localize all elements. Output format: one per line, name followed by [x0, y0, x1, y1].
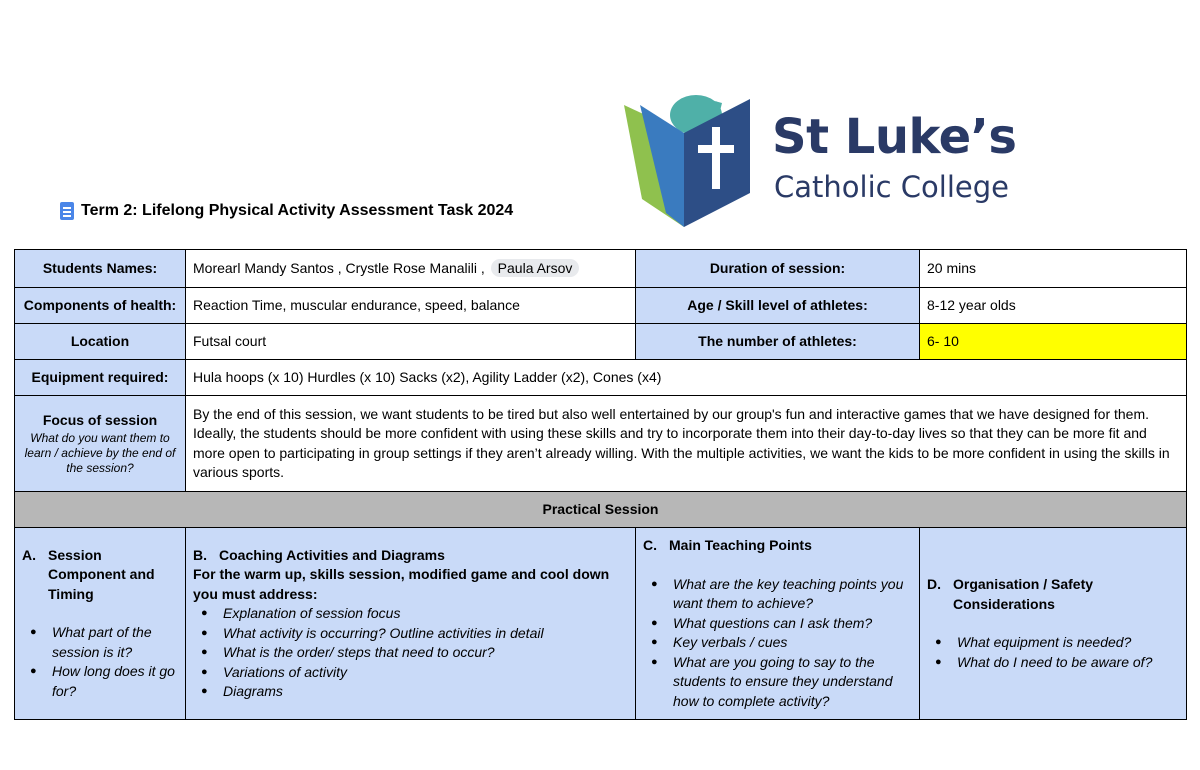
list-item: ● Variations of activity: [193, 663, 628, 683]
table-row: [15, 492, 1187, 528]
document-icon: [60, 202, 74, 220]
section-c-title: Main Teaching Points: [669, 537, 812, 553]
section-b-subtitle: For the warm up, skills session, modified game and cool down you must address:: [193, 566, 610, 602]
list-item: ● What are the key teaching points you want them to achieve?: [643, 575, 912, 614]
list-item: ● What activity is occurring? Outline activities in detail: [193, 624, 628, 644]
section-c-heading: [643, 536, 912, 556]
section-b-letter: B.: [193, 546, 207, 563]
list-item: ● What is the order/ steps that need to occur?: [193, 643, 628, 663]
table-row: [15, 360, 1187, 396]
students-value: [186, 250, 636, 288]
age-label: Age / Skill level of athletes:: [636, 288, 920, 324]
section-a-title: Session Component and Timing: [48, 546, 155, 602]
logo-subtitle: Catholic College: [774, 170, 1009, 204]
section-c-letter: C.: [643, 537, 657, 553]
section-b-cell: [186, 528, 636, 720]
athletes-label: The number of athletes:: [636, 324, 920, 360]
athletes-value: 6- 10: [920, 324, 1187, 360]
section-b-list: [193, 604, 628, 702]
students-label: Students Names:: [15, 250, 186, 288]
table-row: [15, 396, 1187, 492]
list-item: ● Key verbals / cues: [643, 633, 912, 653]
table-row: [15, 324, 1187, 360]
components-label: Components of health:: [15, 288, 186, 324]
list-item: ● How long does it go for?: [22, 662, 178, 701]
focus-label-cell: [15, 396, 186, 492]
section-c-cell: [636, 528, 920, 720]
section-b-title: Coaching Activities and Diagrams: [219, 546, 445, 563]
duration-label: Duration of session:: [636, 250, 920, 288]
focus-label: Focus of session: [42, 412, 158, 429]
equipment-label: Equipment required:: [15, 360, 186, 396]
equipment-value: Hula hoops (x 10) Hurdles (x 10) Sacks (x2), Agility Ladder (x2), Cones (x4): [186, 360, 1187, 396]
duration-value: 20 mins: [920, 250, 1187, 288]
section-d-letter: D.: [927, 576, 941, 592]
table-row: [15, 288, 1187, 324]
list-item: ● Diagrams: [193, 682, 628, 702]
session-plan-table: [14, 249, 1187, 720]
college-logo: [622, 93, 1022, 233]
section-a-letter: A.: [22, 546, 36, 563]
focus-subtitle: What do you want them to learn / achieve by the end of the session?: [24, 430, 176, 475]
components-value: Reaction Time, muscular endurance, speed, balance: [186, 288, 636, 324]
section-d-title: Organisation / Safety Considerations: [953, 576, 1094, 612]
list-item: ● What part of the session is it?: [22, 623, 178, 662]
location-value: Futsal court: [186, 324, 636, 360]
students-names: Morearl Mandy Santos , Crystle Rose Manalili ,: [193, 259, 485, 276]
practical-session-header: Practical Session: [15, 492, 1187, 528]
location-label: Location: [15, 324, 186, 360]
focus-value: By the end of this session, we want students to be tired but also well entertained by our group's fun and interactive games that we have designed for them. Ideally, the students should be more confident with using these skills and try to incorporate them into their day-to-day lives so that they can be more fit and more open to participating in group settings if they aren’t already willing. With the multiple activities, we want the kids to be more confident in using the skills in various sports.: [186, 396, 1187, 492]
age-value: 8-12 year olds: [920, 288, 1187, 324]
list-item: ● What questions can I ask them?: [643, 614, 912, 634]
table-row: [15, 250, 1187, 288]
section-c-list: [643, 575, 912, 712]
list-item: ● What equipment is needed?: [927, 633, 1179, 653]
document-title-text: Term 2: Lifelong Physical Activity Assessment Task 2024: [81, 202, 514, 219]
section-b-heading: [193, 546, 628, 566]
section-a-list: [22, 623, 178, 701]
section-a-heading: [22, 546, 178, 605]
section-a-cell: [15, 528, 186, 720]
person-chip[interactable]: Paula Arsov: [491, 259, 580, 277]
list-item: ● Explanation of session focus: [193, 604, 628, 624]
section-d-heading: [927, 575, 1179, 614]
table-row: [15, 528, 1187, 720]
document-title[interactable]: [60, 198, 513, 224]
section-d-list: [927, 633, 1179, 672]
section-d-cell: [920, 528, 1187, 720]
list-item: ● What are you going to say to the students to ensure they understand how to complete activity?: [643, 653, 912, 712]
book-cross-logo-icon: [622, 93, 762, 233]
logo-name: St Luke’s: [772, 109, 1017, 165]
list-item: ● What do I need to be aware of?: [927, 653, 1179, 673]
